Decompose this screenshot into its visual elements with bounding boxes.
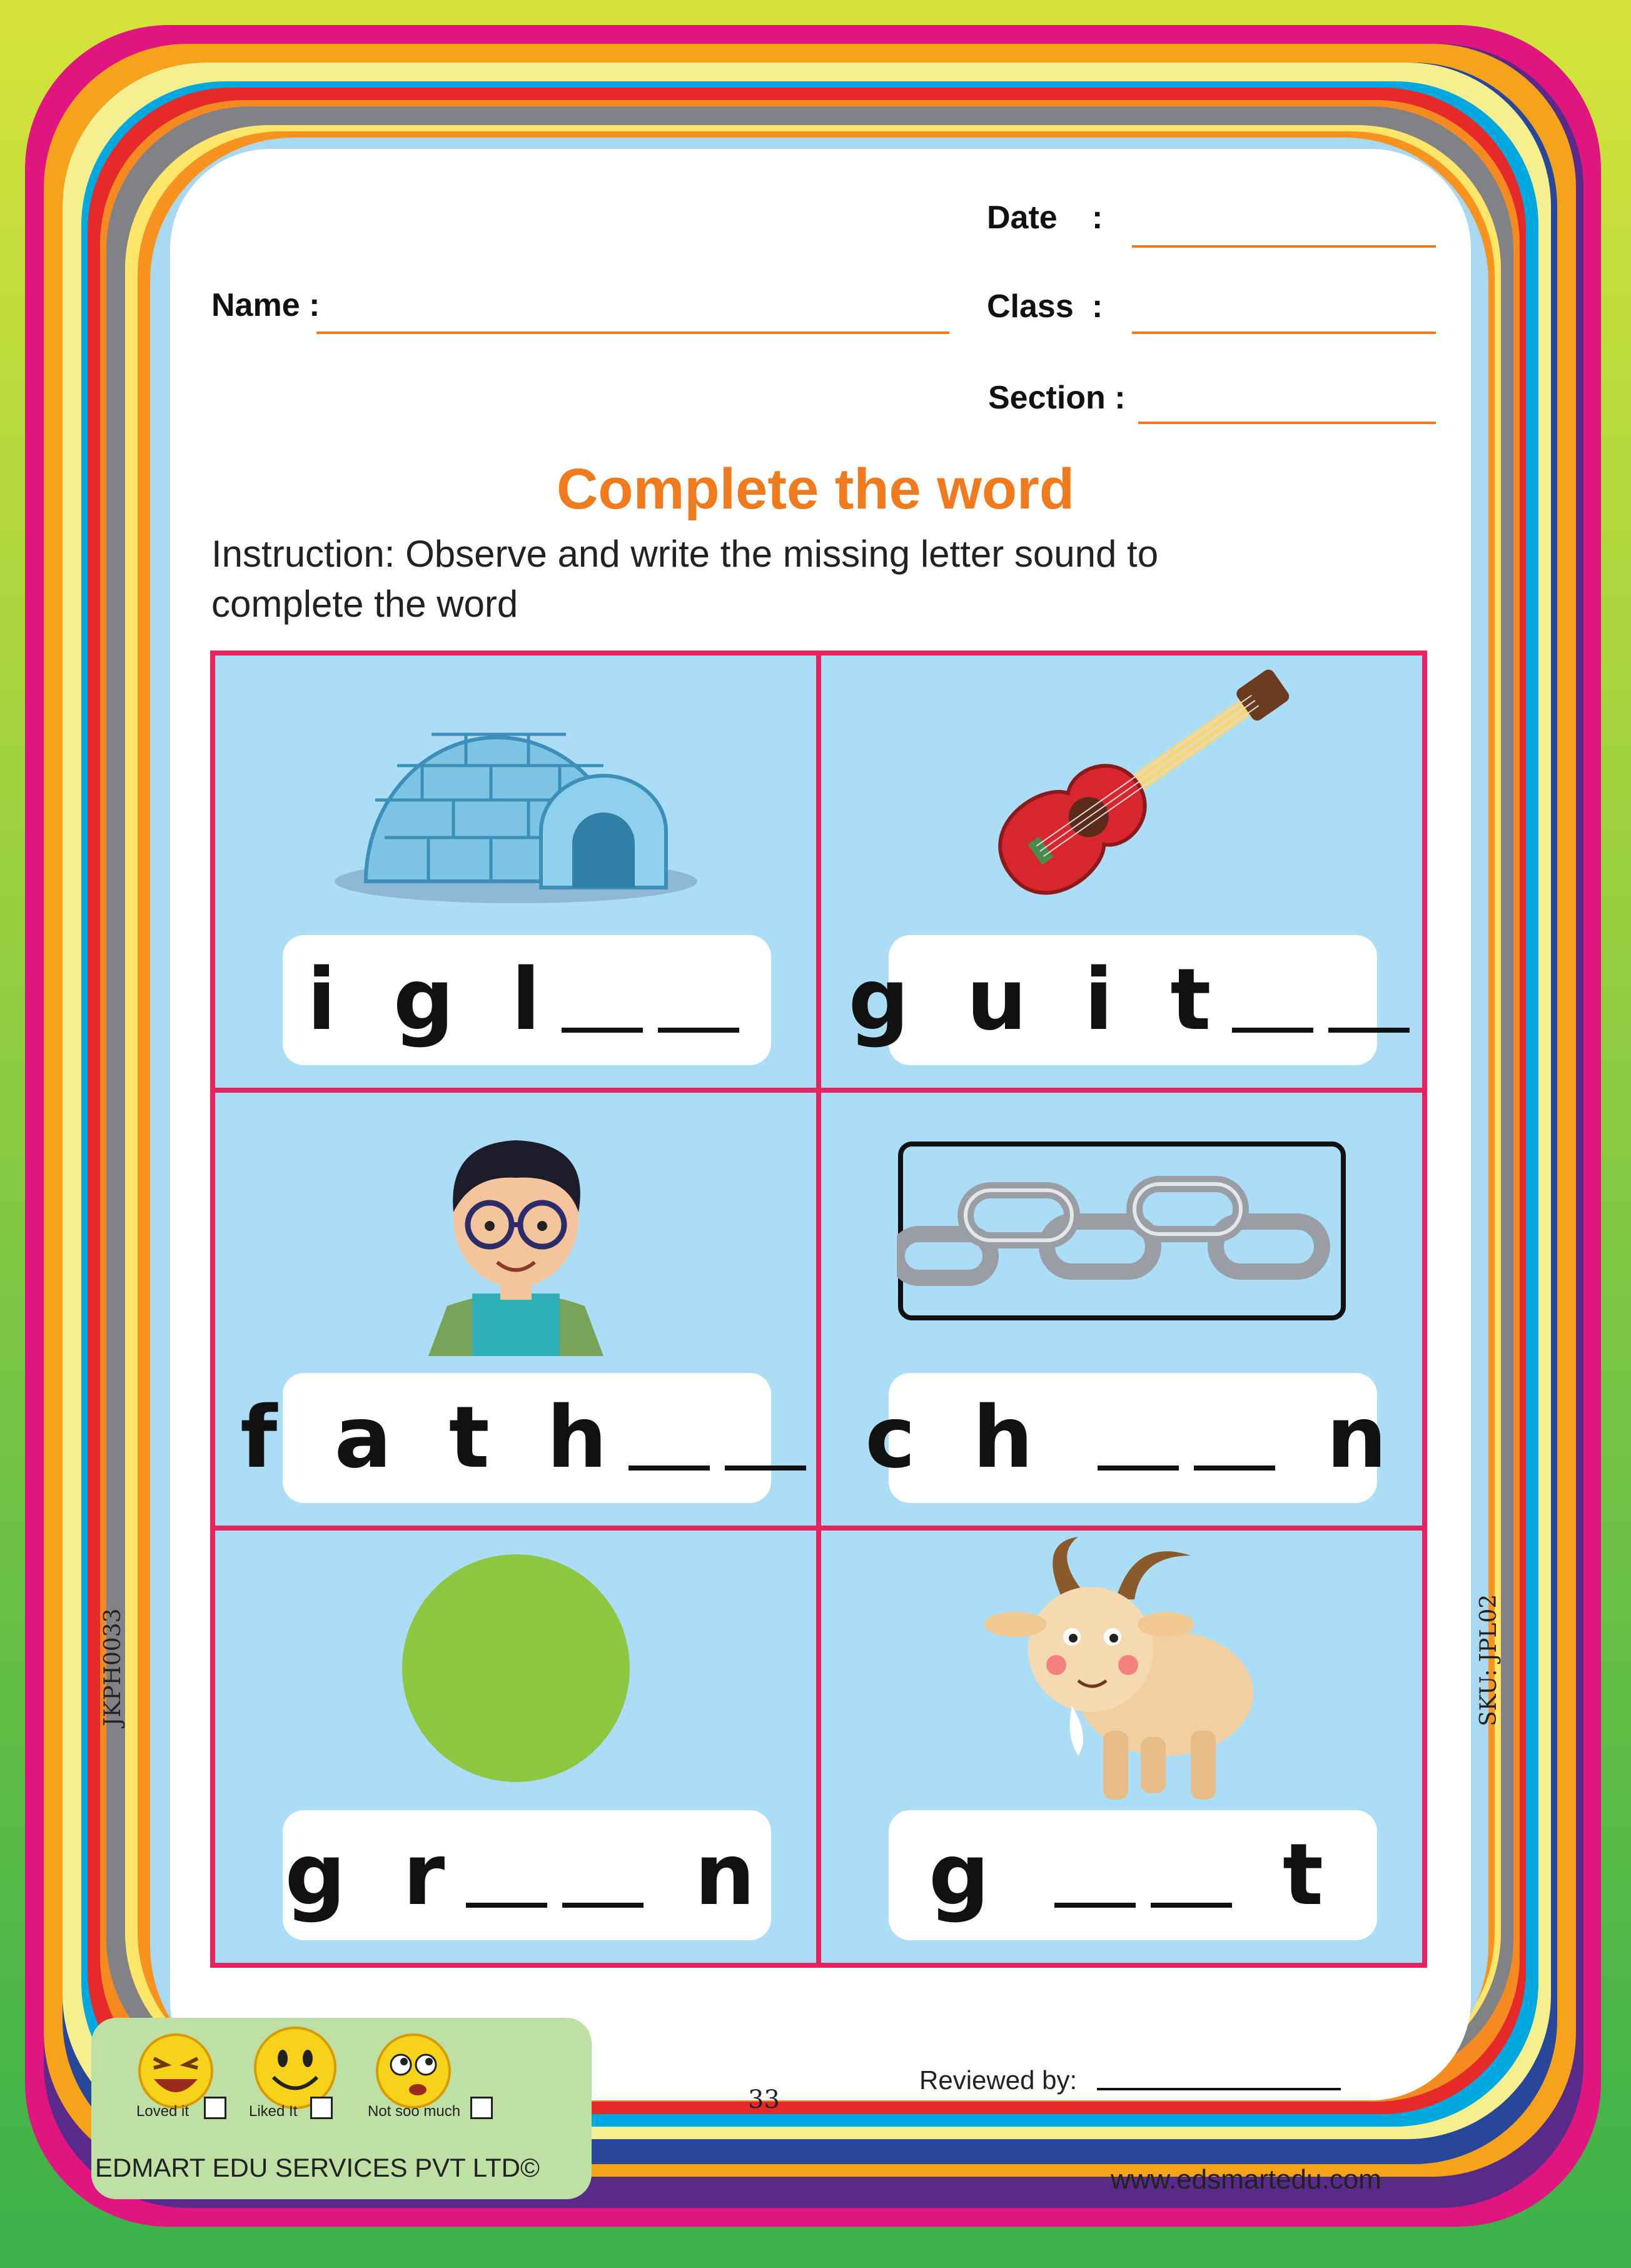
worksheet-title: Complete the word: [556, 457, 1075, 521]
word-answer-box[interactable]: [283, 1810, 771, 1940]
word-text: f a t h: [240, 1389, 814, 1487]
word-text: g u i t: [849, 951, 1418, 1050]
word-answer-box[interactable]: [283, 935, 771, 1065]
date-field[interactable]: [1132, 245, 1436, 248]
not-soo-much-checkbox[interactable]: [470, 2097, 493, 2119]
exercise-cell-father: [215, 1093, 816, 1525]
green-circle-icon: [400, 1552, 632, 1784]
word-text: g t: [928, 1825, 1338, 1925]
liked-it-checkbox[interactable]: [310, 2097, 333, 2119]
word-answer-box[interactable]: [865, 1373, 1401, 1503]
class-colon: :: [1092, 288, 1103, 325]
exercise-cell-chain: [821, 1093, 1422, 1525]
exercise-grid: [210, 651, 1427, 1968]
date-label: Date: [987, 200, 1058, 236]
loved-it-label: Loved it: [136, 2103, 189, 2120]
liked-it-label: Liked It: [249, 2103, 298, 2120]
instruction-text: Instruction: Observe and write the missing letter sound to complete the word: [211, 533, 1159, 625]
class-label: Class: [987, 288, 1074, 325]
word-text: g r n: [285, 1825, 769, 1925]
chain-icon: [897, 1140, 1347, 1322]
section-field[interactable]: [1138, 422, 1436, 424]
word-answer-box[interactable]: [240, 1373, 771, 1503]
sku-code-right: SKU: JPL02: [1476, 1594, 1502, 1726]
igloo-icon: [328, 675, 704, 913]
goat-icon: [978, 1531, 1266, 1806]
unsure-face-icon: [373, 2030, 454, 2112]
name-field[interactable]: [316, 332, 949, 334]
product-code-left: JKPH0033: [100, 1608, 126, 1726]
loved-it-checkbox[interactable]: [204, 2097, 226, 2119]
name-label: Name :: [211, 287, 320, 323]
exercise-cell-guitar: [821, 656, 1422, 1088]
website-link[interactable]: www.edsmartedu.com: [1111, 2164, 1381, 2195]
father-icon: [403, 1106, 629, 1356]
exercise-cell-green: [215, 1531, 816, 1963]
word-answer-box[interactable]: [848, 935, 1377, 1065]
word-text: c h n: [865, 1388, 1401, 1487]
exercise-cell-igloo: [215, 656, 816, 1088]
not-soo-much-label: Not soo much: [368, 2103, 461, 2120]
exercise-cell-goat: [821, 1531, 1422, 1963]
guitar-icon: [934, 669, 1310, 919]
reviewed-by-label: Reviewed by:: [919, 2065, 1078, 2095]
class-field[interactable]: [1132, 332, 1436, 334]
word-text: i g l: [307, 951, 747, 1050]
reviewed-by-line[interactable]: [1097, 2088, 1341, 2090]
section-label: Section :: [988, 380, 1126, 416]
company-name: EDMART EDU SERVICES PVT LTD©: [95, 2153, 540, 2182]
word-answer-box[interactable]: [889, 1810, 1377, 1940]
date-colon: :: [1092, 200, 1103, 236]
page-number: 33: [748, 2085, 780, 2114]
